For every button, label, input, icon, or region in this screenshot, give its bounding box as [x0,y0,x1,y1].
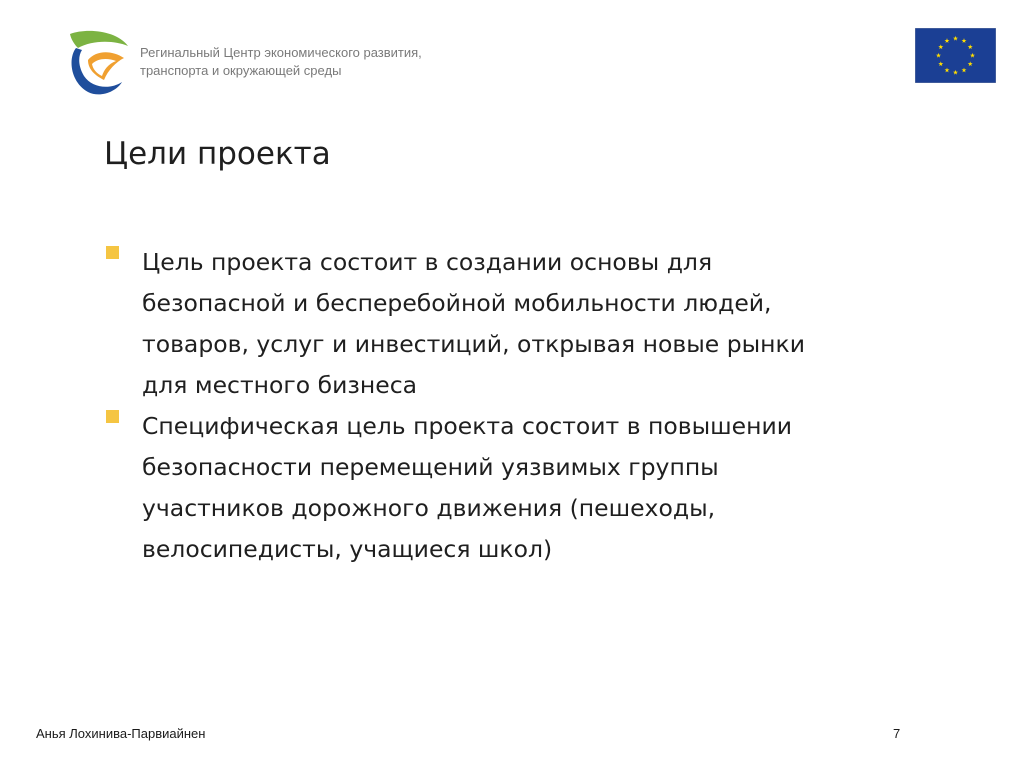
square-bullet-icon [106,246,119,259]
bullet-list [104,242,934,570]
organization-name [140,44,470,80]
organization-name-line-1: Регинальный Центр экономического развития, [140,45,422,60]
slide-title: Цели проекта [104,136,331,172]
bullet-text: Цель проекта состоит в создании основы для безопасной и бесперебойной мобильности людей, товаров, услуг и инвестиций, открывая новые рынки для местного бизнеса [142,248,805,399]
bullet-item [104,242,934,406]
page-number: 7 [893,726,901,741]
organization-name-line-2: транспорта и окружающей среды [140,63,342,78]
bullet-text: Специфическая цель проекта состоит в повышении безопасности перемещений уязвимых группы участников дорожного движения (пешеходы, велосипедисты, учащиеся школ) [142,412,793,563]
bullet-item [104,406,934,570]
footer-author: Анья Лохинива-Парвиайнен [36,726,206,741]
organization-logo-icon [66,28,130,96]
square-bullet-icon [106,410,119,423]
eu-flag-icon [915,28,996,83]
